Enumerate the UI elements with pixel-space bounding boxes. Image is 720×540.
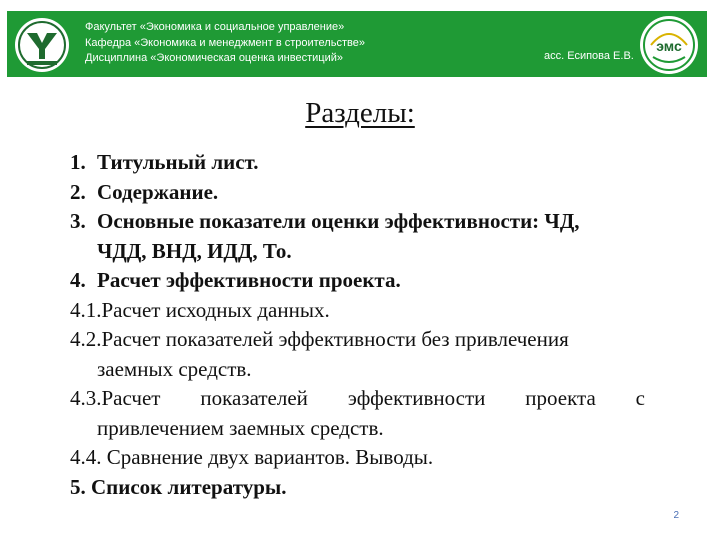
list-subitem: 4.1.Расчет исходных данных. — [70, 297, 330, 322]
header-banner — [7, 11, 707, 77]
header-discipline: Дисциплина «Экономическая оценка инвестиций» — [85, 52, 343, 64]
sections-list — [70, 148, 645, 502]
list-subitem-continuation: привлечением заемных средств. — [97, 415, 384, 440]
list-item-continuation: ЧДД, ВНД, ИДД, То. — [97, 238, 292, 263]
svg-text:эмс: эмс — [656, 38, 682, 54]
header-faculty: Факультет «Экономика и социальное управление» — [85, 21, 345, 33]
page-number: 2 — [673, 510, 679, 521]
list-item: 4. Расчет эффективности проекта. — [70, 268, 401, 292]
list-subitem-continuation: заемных средств. — [97, 356, 252, 381]
list-item: 3. Основные показатели оценки эффективности: ЧД, — [70, 209, 580, 233]
department-logo-icon — [639, 15, 699, 75]
university-logo-icon — [13, 17, 71, 73]
page-title: Разделы: — [305, 97, 415, 129]
list-subitem: 4.3.Расчет показателей эффективности проекта с — [70, 386, 645, 410]
header-department: Кафедра «Экономика и менеджмент в строительстве» — [85, 36, 365, 49]
list-item: 1. Титульный лист. — [70, 150, 259, 174]
list-subitem: 4.4. Сравнение двух вариантов. Выводы. — [70, 445, 434, 469]
list-subitem: 4.2.Расчет показателей эффективности без привлечения — [70, 327, 569, 351]
list-item: 2. Содержание. — [70, 179, 219, 204]
list-item: 5. Список литературы. — [70, 474, 287, 499]
header-author: асс. Есипова Е.В. — [544, 50, 634, 62]
